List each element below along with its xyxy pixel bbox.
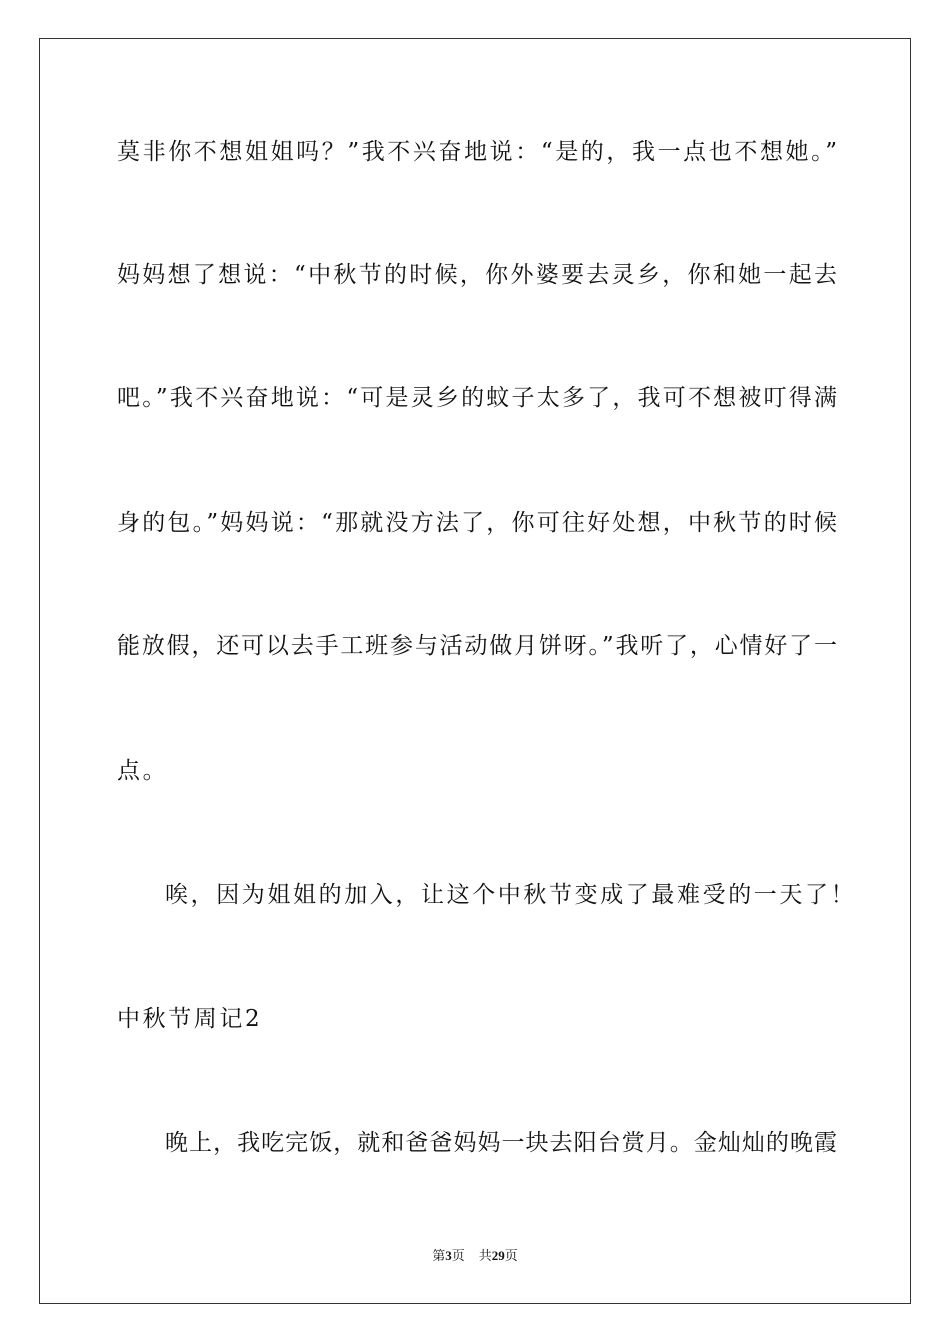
paragraph-line-8: 晚上，我吃完饭，就和爸爸妈妈一块去阳台赏月。金灿灿的晚霞	[165, 1130, 837, 1156]
paragraph-line-6: 点。	[117, 758, 169, 784]
paragraph-line-4: 身的包。”妈妈说：“那就没方法了，你可往好处想，中秋节的时候	[117, 510, 837, 536]
paragraph-line-5: 能放假，还可以去手工班参与活动做月饼呀。”我听了，心情好了一	[117, 633, 837, 659]
paragraph-line-7: 唉，因为姐姐的加入，让这个中秋节变成了最难受的一天了！	[165, 882, 857, 908]
footer-total-prefix: 共	[478, 1249, 492, 1264]
paragraph-line-2: 妈妈想了想说：“中秋节的时候，你外婆要去灵乡，你和她一起去	[117, 262, 837, 288]
footer-page-number: 3	[445, 1248, 452, 1263]
paragraph-line-3: 吧。”我不兴奋地说：“可是灵乡的蚊子太多了，我可不想被叮得满	[117, 385, 837, 411]
paragraph-line-1: 莫非你不想姐姐吗？”我不兴奋地说：“是的，我一点也不想她。”	[117, 139, 837, 165]
footer-page-suffix: 页	[451, 1249, 465, 1264]
page-footer	[0, 1247, 950, 1266]
footer-total-number: 29	[491, 1248, 505, 1263]
section-heading: 中秋节周记2	[117, 1006, 263, 1032]
page-border	[39, 38, 911, 1304]
footer-total-suffix: 页	[504, 1249, 518, 1264]
footer-page-prefix: 第	[432, 1249, 446, 1264]
